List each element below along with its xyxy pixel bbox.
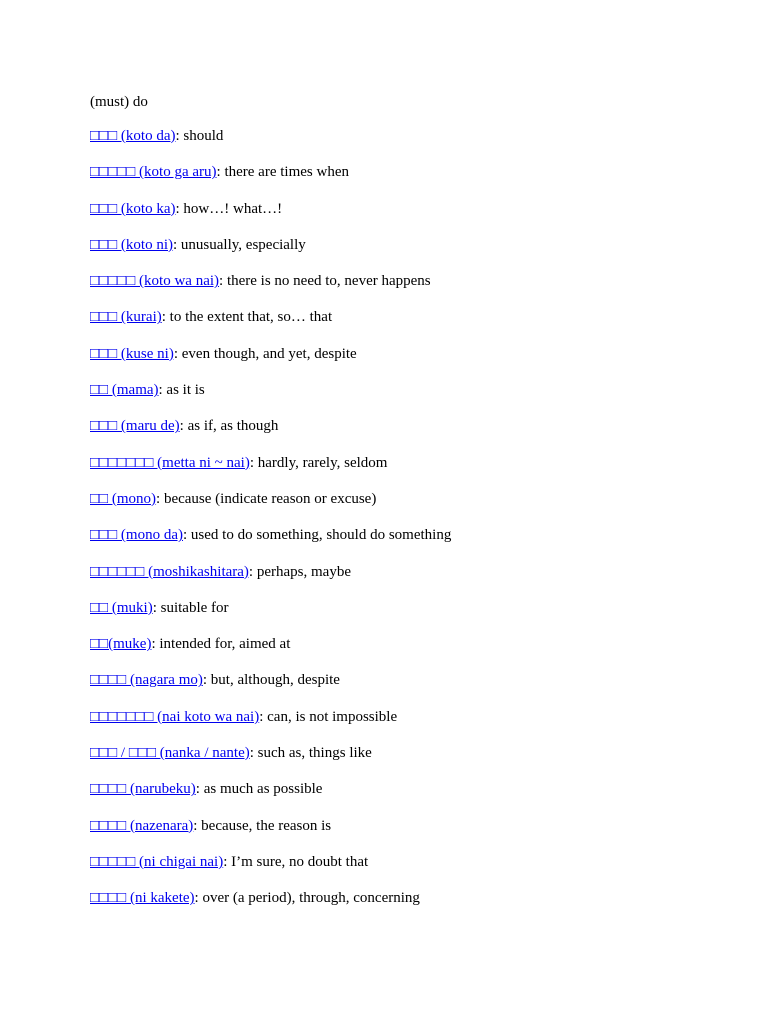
grammar-entry-link[interactable]: □□□□ (narubeku) bbox=[90, 781, 196, 798]
grammar-entry-meaning: : because, the reason is bbox=[193, 817, 332, 834]
grammar-entry bbox=[90, 162, 710, 198]
grammar-entry-link[interactable]: □□□ (koto da) bbox=[90, 128, 176, 144]
grammar-entry bbox=[90, 453, 710, 489]
grammar-entry bbox=[90, 416, 710, 452]
grammar-entry-link[interactable]: □□□ (koto ka) bbox=[90, 200, 176, 217]
grammar-entry-link[interactable]: □□□□□ (ni chigai nai) bbox=[90, 853, 224, 870]
grammar-entry-meaning: : perhaps, maybe bbox=[248, 563, 351, 580]
grammar-entry-meaning: : but, although, despite bbox=[202, 672, 340, 689]
grammar-entry bbox=[90, 670, 710, 706]
grammar-entry-link[interactable]: □□□□□□□ (nai koto wa nai) bbox=[90, 708, 260, 725]
grammar-entry-meaning: : even though, and yet, despite bbox=[173, 345, 357, 362]
grammar-entry-meaning: : can, is not impossible bbox=[259, 708, 398, 725]
grammar-entry-link[interactable]: □□□ / □□□ (nanka / nante) bbox=[90, 745, 250, 762]
grammar-entry bbox=[90, 852, 710, 888]
grammar-entry-link[interactable]: □□□ (mono da) bbox=[90, 527, 183, 544]
grammar-entry-meaning: : as it is bbox=[158, 382, 205, 399]
grammar-entry bbox=[90, 816, 710, 852]
grammar-entry-link[interactable]: □□□□□ (koto ga aru) bbox=[90, 164, 217, 181]
grammar-entry-meaning: : I’m sure, no doubt that bbox=[223, 853, 369, 870]
grammar-entry bbox=[90, 598, 710, 634]
grammar-entry-link[interactable]: □□ (muki) bbox=[90, 599, 153, 616]
intro-text: (must) do bbox=[90, 94, 148, 110]
grammar-entry bbox=[90, 562, 710, 598]
grammar-entry-meaning: : suitable for bbox=[152, 599, 229, 616]
grammar-entry bbox=[90, 707, 710, 743]
grammar-entry-meaning: : should bbox=[175, 128, 224, 144]
grammar-entry bbox=[90, 743, 710, 779]
grammar-entry bbox=[90, 126, 710, 162]
grammar-entry bbox=[90, 380, 710, 416]
grammar-entry-meaning: : because (indicate reason or excuse) bbox=[156, 490, 377, 507]
grammar-entry-link[interactable]: □□(muke) bbox=[90, 636, 152, 653]
grammar-entry bbox=[90, 525, 710, 561]
grammar-entry-meaning: : intended for, aimed at bbox=[151, 636, 291, 653]
grammar-entry bbox=[90, 235, 710, 271]
grammar-entry-link[interactable]: □□□□□□□ (metta ni ~ nai) bbox=[90, 454, 250, 471]
grammar-entry-link[interactable]: □□□□ (nazenara) bbox=[90, 817, 194, 834]
grammar-entry-meaning: : unusually, especially bbox=[173, 236, 306, 253]
grammar-entry-link[interactable]: □□□ (maru de) bbox=[90, 418, 180, 435]
grammar-entry-meaning: : how…! what…! bbox=[175, 200, 283, 217]
grammar-entry-meaning: : over (a period), through, concerning bbox=[194, 890, 420, 907]
grammar-entry-meaning: : as if, as though bbox=[179, 418, 279, 435]
grammar-entry bbox=[90, 307, 710, 343]
grammar-entry bbox=[90, 888, 710, 924]
grammar-entry-meaning: : used to do something, should do something bbox=[183, 527, 452, 544]
grammar-entry-link[interactable]: □□ (mono) bbox=[90, 490, 157, 507]
grammar-entry bbox=[90, 344, 710, 380]
grammar-entry bbox=[90, 634, 710, 670]
grammar-entry-list bbox=[90, 126, 710, 925]
grammar-entry-link[interactable]: □□ (mama) bbox=[90, 382, 159, 399]
grammar-entry-meaning: : as much as possible bbox=[195, 781, 323, 798]
grammar-entry bbox=[90, 489, 710, 525]
grammar-entry-meaning: : to the extent that, so… that bbox=[161, 309, 333, 326]
grammar-entry-link[interactable]: □□□ (kuse ni) bbox=[90, 345, 174, 362]
grammar-entry-link[interactable]: □□□□ (nagara mo) bbox=[90, 672, 203, 689]
grammar-entry bbox=[90, 199, 710, 235]
grammar-entry-meaning: : there are times when bbox=[216, 164, 349, 181]
document-page bbox=[90, 92, 710, 925]
grammar-entry-meaning: : hardly, rarely, seldom bbox=[249, 454, 388, 471]
grammar-entry-link[interactable]: □□□□ (ni kakete) bbox=[90, 890, 195, 907]
grammar-entry-meaning: : there is no need to, never happens bbox=[219, 273, 431, 290]
intro-line bbox=[90, 92, 710, 126]
grammar-entry-link[interactable]: □□□□□ (koto wa nai) bbox=[90, 273, 220, 290]
grammar-entry bbox=[90, 779, 710, 815]
grammar-entry-meaning: : such as, things like bbox=[249, 745, 372, 762]
grammar-entry-link[interactable]: □□□ (koto ni) bbox=[90, 236, 174, 253]
grammar-entry bbox=[90, 271, 710, 307]
grammar-entry-link[interactable]: □□□□□□ (moshikashitara) bbox=[90, 563, 249, 580]
grammar-entry-link[interactable]: □□□ (kurai) bbox=[90, 309, 162, 326]
